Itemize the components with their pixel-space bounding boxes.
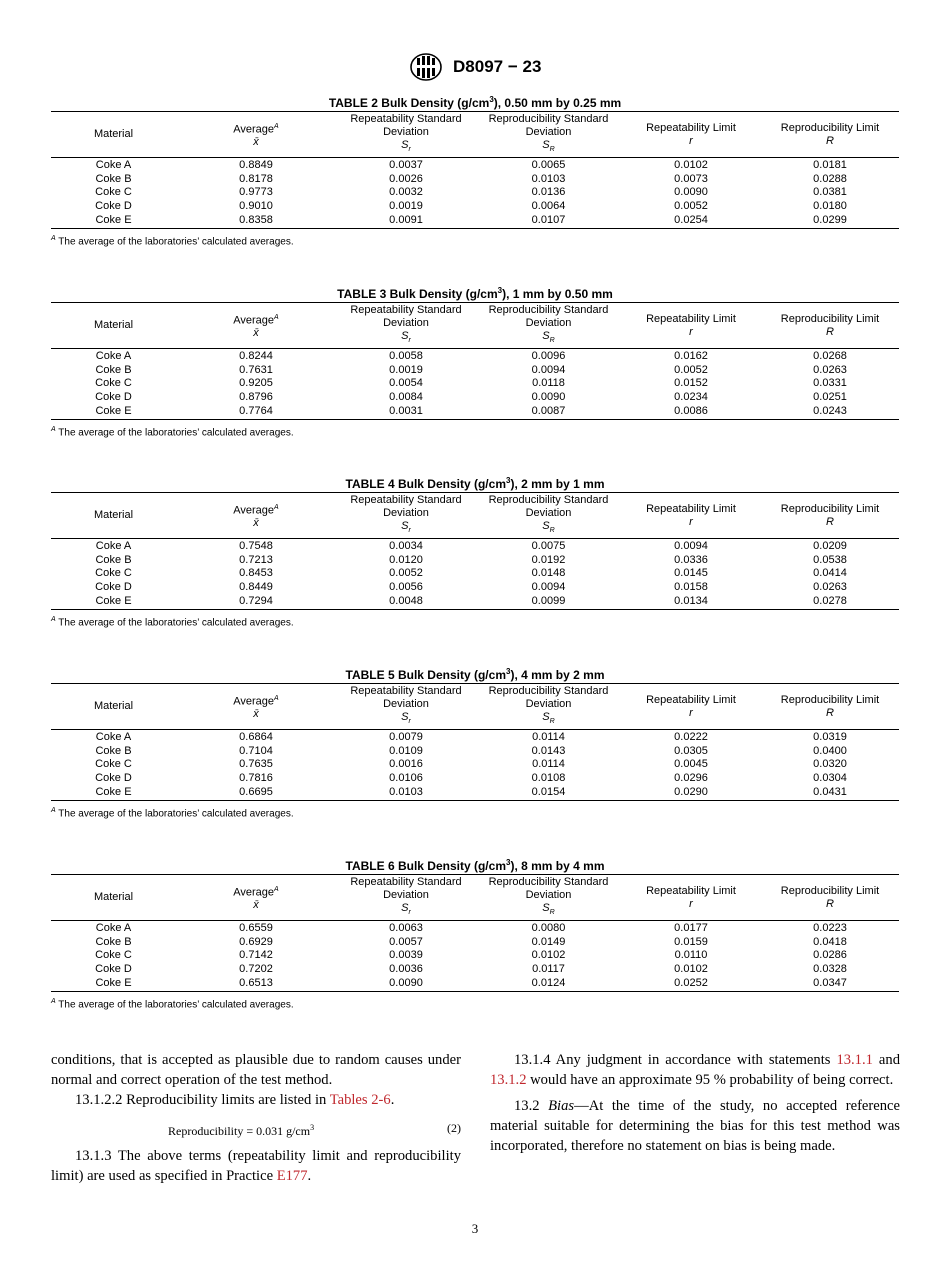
table-cell: Coke E bbox=[95, 214, 132, 227]
table-cell: 0.0154 bbox=[531, 786, 566, 799]
table-cell: 0.8244 bbox=[239, 349, 273, 362]
table-cell: 0.9205 bbox=[239, 377, 273, 390]
table-cell: Coke B bbox=[95, 935, 132, 948]
table-cell: 0.0045 bbox=[674, 758, 708, 771]
table-row bbox=[51, 949, 899, 963]
table-cell: Coke C bbox=[95, 377, 132, 390]
header-reproducibility-sd: Reproducibility Standard Deviation $S_R$ bbox=[488, 113, 609, 154]
table-cell: 0.0109 bbox=[389, 744, 423, 757]
paragraph-13-1-3: 13.1.3 The above terms (repeatability limit and reproducibility limit) are used as specified in Practice E177. bbox=[51, 1148, 461, 1184]
header-repeatability-limit: Repeatability Limit r bbox=[646, 502, 736, 528]
table-cell: Coke A bbox=[95, 730, 132, 743]
table-cell: 0.0148 bbox=[531, 567, 566, 580]
table-footnote: $^A$ The average of the laboratories’ calculated averages. bbox=[51, 234, 294, 247]
table-cell: 0.0114 bbox=[532, 730, 565, 743]
table-cell: Coke C bbox=[95, 949, 132, 962]
table-block bbox=[51, 856, 899, 1011]
table-cell: 0.0016 bbox=[389, 758, 423, 771]
table-cell: 0.0031 bbox=[389, 405, 423, 418]
table-row bbox=[51, 567, 899, 581]
header-average: Average$^A$ x̄ bbox=[233, 122, 279, 149]
header-reproducibility-sd: Reproducibility Standard Deviation $S_R$ bbox=[488, 304, 609, 345]
table-cell: Coke D bbox=[95, 772, 132, 785]
table-cell: 0.0056 bbox=[389, 581, 423, 594]
equation-expression: Reproducibility = 0.031 $g/cm^3$ bbox=[168, 1123, 315, 1138]
table-cell: Coke B bbox=[95, 744, 132, 757]
header-material: Material bbox=[93, 700, 134, 713]
table-row bbox=[51, 744, 899, 758]
paragraph-13-1-2-2: 13.1.2.2 Reproducibility limits are listed in Tables 2-6. bbox=[75, 1092, 395, 1108]
data-table bbox=[51, 683, 899, 801]
table-row bbox=[51, 581, 899, 595]
table-cell: 0.0086 bbox=[674, 405, 708, 418]
table-cell: 0.0034 bbox=[389, 539, 423, 552]
table-cell: 0.0094 bbox=[531, 363, 566, 376]
table-cell: 0.0400 bbox=[813, 744, 847, 757]
table-cell: 0.7294 bbox=[239, 595, 273, 608]
table-title: TABLE 3 Bulk Density $(g/cm^3)$, 1 mm by 0.50 mm bbox=[337, 286, 613, 301]
table-cell: 0.0286 bbox=[813, 949, 847, 962]
table-header-row bbox=[51, 684, 899, 730]
table-row bbox=[51, 391, 899, 405]
table-cell: 0.0094 bbox=[674, 539, 708, 552]
table-cell: 0.0320 bbox=[813, 758, 847, 771]
table-cell: 0.7104 bbox=[239, 744, 273, 757]
table-cell: 0.0162 bbox=[674, 349, 708, 362]
page-number: 3 bbox=[471, 1221, 479, 1236]
header-reproducibility-sd: Reproducibility Standard Deviation $S_R$ bbox=[488, 876, 609, 917]
table-cell: 0.0037 bbox=[389, 158, 423, 171]
table-cell: 0.0117 bbox=[532, 963, 565, 976]
table-row bbox=[51, 977, 899, 991]
header-average: Average$^A$ x̄ bbox=[233, 313, 279, 340]
table-cell: 0.0263 bbox=[813, 581, 847, 594]
table-cell: 0.6695 bbox=[239, 786, 273, 799]
table-cell: 0.0120 bbox=[389, 553, 423, 566]
table-cell: Coke A bbox=[95, 921, 132, 934]
table-cell: Coke E bbox=[95, 405, 132, 418]
table-cell: 0.0090 bbox=[531, 391, 566, 404]
table-cell: 0.0143 bbox=[531, 744, 566, 757]
table-cell: 0.0347 bbox=[813, 977, 847, 990]
table-footnote: $^A$ The average of the laboratories’ calculated averages. bbox=[51, 806, 294, 819]
table-cell: 0.0102 bbox=[531, 949, 566, 962]
table-cell: 0.0251 bbox=[813, 391, 847, 404]
table-cell: 0.0254 bbox=[674, 214, 708, 227]
table-header-row bbox=[51, 112, 899, 158]
header-repeatability-limit: Repeatability Limit r bbox=[646, 312, 736, 338]
data-table bbox=[51, 874, 899, 992]
table-cell: 0.0026 bbox=[389, 172, 423, 185]
table-cell: 0.0102 bbox=[674, 158, 708, 171]
header-material: Material bbox=[93, 891, 134, 904]
table-title: TABLE 5 Bulk Density $(g/cm^3)$, 4 mm by 2 mm bbox=[345, 667, 605, 682]
equation-2 bbox=[51, 1116, 461, 1140]
header-reproducibility-limit: Reproducibility Limit R bbox=[780, 884, 880, 910]
table-cell: 0.0090 bbox=[389, 977, 423, 990]
data-table bbox=[51, 111, 899, 229]
table-cell: 0.0103 bbox=[389, 786, 423, 799]
table-cell: 0.6559 bbox=[239, 921, 273, 934]
table-cell: Coke A bbox=[95, 158, 132, 171]
paragraph-conditions: conditions, that is accepted as plausible due to random causes under normal and correct operation of the test method. bbox=[51, 1052, 461, 1088]
table-cell: Coke D bbox=[95, 200, 132, 213]
standard-designation: D8097 − 23 bbox=[453, 57, 542, 76]
table-cell: 0.0065 bbox=[531, 158, 566, 171]
table-title: TABLE 2 Bulk Density $(g/cm^3)$, 0.50 mm by 0.25 mm bbox=[328, 95, 622, 110]
table-cell: 0.7213 bbox=[239, 553, 273, 566]
table-cell: 0.0063 bbox=[389, 921, 423, 934]
header-repeatability-sd: Repeatability Standard Deviation $S_r$ bbox=[350, 685, 462, 726]
link-13-1-1[interactable]: 13.1.1 bbox=[836, 1052, 873, 1068]
header-reproducibility-limit: Reproducibility Limit R bbox=[780, 312, 880, 338]
table-row bbox=[51, 935, 899, 949]
table-cell: 0.7548 bbox=[239, 539, 273, 552]
table-row bbox=[51, 772, 899, 786]
header-repeatability-sd: Repeatability Standard Deviation $S_r$ bbox=[350, 876, 462, 917]
table-row bbox=[51, 758, 899, 772]
header-repeatability-limit: Repeatability Limit r bbox=[646, 121, 736, 147]
table-cell: 0.0181 bbox=[813, 158, 847, 171]
table-cell: 0.0124 bbox=[531, 977, 566, 990]
header-repeatability-limit: Repeatability Limit r bbox=[646, 884, 736, 910]
table-cell: 0.9010 bbox=[239, 200, 273, 213]
table-block bbox=[51, 284, 899, 439]
table-cell: Coke D bbox=[95, 581, 132, 594]
header-repeatability-limit: Repeatability Limit r bbox=[646, 693, 736, 719]
table-cell: 0.6929 bbox=[239, 935, 273, 948]
table-cell: 0.0192 bbox=[531, 553, 566, 566]
table-cell: 0.0177 bbox=[674, 921, 708, 934]
table-cell: 0.0103 bbox=[531, 172, 566, 185]
right-text-column bbox=[490, 1050, 900, 1156]
table-row bbox=[51, 921, 899, 935]
table-cell: 0.0222 bbox=[674, 730, 708, 743]
table-header-row bbox=[51, 303, 899, 349]
table-cell: 0.0278 bbox=[813, 595, 847, 608]
table-row bbox=[51, 214, 899, 228]
table-cell: 0.0180 bbox=[813, 200, 847, 213]
table-cell: 0.0114 bbox=[532, 758, 565, 771]
table-cell: 0.0054 bbox=[389, 377, 423, 390]
table-cell: 0.9773 bbox=[239, 186, 273, 199]
table-row bbox=[51, 377, 899, 391]
table-cell: Coke D bbox=[95, 963, 132, 976]
table-cell: 0.0296 bbox=[674, 772, 708, 785]
table-cell: 0.7635 bbox=[239, 758, 273, 771]
table-cell: 0.0032 bbox=[389, 186, 423, 199]
table-cell: 0.0084 bbox=[389, 391, 423, 404]
header-repeatability-sd: Repeatability Standard Deviation $S_r$ bbox=[350, 494, 462, 535]
table-title: TABLE 6 Bulk Density $(g/cm^3)$, 8 mm by 4 mm bbox=[345, 858, 605, 873]
table-cell: 0.0158 bbox=[674, 581, 708, 594]
table-cell: Coke C bbox=[95, 567, 132, 580]
table-cell: 0.0136 bbox=[531, 186, 566, 199]
table-cell: Coke E bbox=[95, 977, 132, 990]
table-cell: 0.0073 bbox=[674, 172, 708, 185]
table-cell: 0.0414 bbox=[813, 567, 847, 580]
table-cell: 0.0305 bbox=[674, 744, 708, 757]
table-row bbox=[51, 595, 899, 609]
table-cell: 0.0118 bbox=[532, 377, 565, 390]
table-cell: 0.0052 bbox=[389, 567, 423, 580]
tables-link[interactable]: Tables 2-6 bbox=[329, 1092, 391, 1108]
table-block bbox=[51, 665, 899, 820]
paragraph-13-2-bias: 13.2 Bias—At the time of the study, no accepted reference material suitable for determining the bias for this test method was incorporated, therefore no statement on bias is being made. bbox=[490, 1098, 900, 1154]
table-cell: Coke C bbox=[95, 758, 132, 771]
table-cell: 0.0328 bbox=[813, 963, 847, 976]
table-row bbox=[51, 405, 899, 419]
header-average: Average$^A$ x̄ bbox=[233, 885, 279, 912]
table-cell: 0.0058 bbox=[389, 349, 423, 362]
table-cell: 0.0091 bbox=[389, 214, 423, 227]
table-footnote: $^A$ The average of the laboratories’ calculated averages. bbox=[51, 997, 294, 1010]
astm-logo-icon bbox=[409, 52, 443, 82]
table-cell: Coke E bbox=[95, 595, 132, 608]
table-cell: 0.0418 bbox=[813, 935, 847, 948]
table-cell: 0.0243 bbox=[813, 405, 847, 418]
table-cell: 0.0290 bbox=[674, 786, 708, 799]
header-reproducibility-limit: Reproducibility Limit R bbox=[780, 693, 880, 719]
table-cell: Coke B bbox=[95, 172, 132, 185]
table-footnote: $^A$ The average of the laboratories’ calculated averages. bbox=[51, 425, 294, 438]
header-material: Material bbox=[93, 509, 134, 522]
table-cell: 0.0331 bbox=[813, 377, 847, 390]
table-cell: Coke E bbox=[95, 786, 132, 799]
equation-number: (2) bbox=[447, 1121, 461, 1135]
table-cell: 0.8796 bbox=[239, 391, 273, 404]
table-cell: 0.0319 bbox=[813, 730, 847, 743]
table-cell: 0.0431 bbox=[813, 786, 847, 799]
table-row bbox=[51, 349, 899, 363]
table-cell: Coke A bbox=[95, 349, 132, 362]
table-cell: 0.6864 bbox=[239, 730, 273, 743]
table-cell: 0.0052 bbox=[674, 363, 708, 376]
header-repeatability-sd: Repeatability Standard Deviation $S_r$ bbox=[350, 113, 462, 154]
data-table bbox=[51, 492, 899, 610]
table-cell: 0.0268 bbox=[813, 349, 847, 362]
header-reproducibility-limit: Reproducibility Limit R bbox=[780, 121, 880, 147]
table-cell: 0.6513 bbox=[239, 977, 273, 990]
table-cell: 0.0094 bbox=[531, 581, 566, 594]
header-average: Average$^A$ x̄ bbox=[233, 694, 279, 721]
table-header-row bbox=[51, 875, 899, 921]
table-cell: 0.0234 bbox=[674, 391, 708, 404]
data-table bbox=[51, 302, 899, 420]
table-row bbox=[51, 786, 899, 800]
table-cell: 0.0252 bbox=[674, 977, 708, 990]
table-cell: 0.0019 bbox=[389, 363, 423, 376]
link-13-1-2[interactable]: 13.1.2 bbox=[490, 1072, 527, 1088]
table-header-row bbox=[51, 493, 899, 539]
table-cell: 0.0134 bbox=[674, 595, 708, 608]
table-cell: 0.0209 bbox=[813, 539, 847, 552]
table-cell: 0.0019 bbox=[389, 200, 423, 213]
header-material: Material bbox=[93, 319, 134, 332]
table-cell: 0.0107 bbox=[531, 214, 566, 227]
table-cell: 0.0064 bbox=[531, 200, 566, 213]
table-row bbox=[51, 200, 899, 214]
e177-link[interactable]: E177 bbox=[276, 1168, 308, 1184]
table-block bbox=[51, 474, 899, 629]
table-cell: 0.0288 bbox=[813, 172, 847, 185]
table-row bbox=[51, 172, 899, 186]
table-cell: Coke B bbox=[95, 553, 132, 566]
table-cell: 0.0057 bbox=[389, 935, 423, 948]
table-cell: 0.0336 bbox=[674, 553, 708, 566]
header-reproducibility-sd: Reproducibility Standard Deviation $S_R$ bbox=[488, 685, 609, 726]
left-text-column bbox=[51, 1050, 461, 1186]
header-reproducibility-limit: Reproducibility Limit R bbox=[780, 502, 880, 528]
table-cell: 0.0075 bbox=[531, 539, 566, 552]
table-cell: 0.0145 bbox=[674, 567, 708, 580]
table-cell: 0.0108 bbox=[531, 772, 566, 785]
table-title: TABLE 4 Bulk Density $(g/cm^3)$, 2 mm by 1 mm bbox=[345, 476, 605, 491]
table-cell: 0.0102 bbox=[674, 963, 708, 976]
table-cell: 0.0048 bbox=[389, 595, 423, 608]
table-cell: 0.0080 bbox=[531, 921, 566, 934]
header-repeatability-sd: Repeatability Standard Deviation $S_r$ bbox=[350, 304, 462, 345]
table-cell: 0.0099 bbox=[531, 595, 566, 608]
table-cell: Coke C bbox=[95, 186, 132, 199]
table-cell: Coke A bbox=[95, 539, 132, 552]
table-cell: 0.7142 bbox=[239, 949, 273, 962]
table-cell: 0.8178 bbox=[239, 172, 273, 185]
table-cell: 0.8358 bbox=[239, 214, 273, 227]
table-row bbox=[51, 539, 899, 553]
table-cell: Coke B bbox=[95, 363, 132, 376]
header-material: Material bbox=[93, 128, 134, 141]
table-cell: 0.0304 bbox=[813, 772, 847, 785]
table-cell: 0.0223 bbox=[813, 921, 847, 934]
table-cell: 0.8449 bbox=[239, 581, 273, 594]
table-cell: 0.0381 bbox=[813, 186, 847, 199]
table-cell: 0.0149 bbox=[531, 935, 566, 948]
table-block bbox=[51, 93, 899, 248]
table-cell: Coke D bbox=[95, 391, 132, 404]
table-cell: 0.0090 bbox=[674, 186, 708, 199]
table-cell: 0.0538 bbox=[813, 553, 847, 566]
table-cell: 0.0106 bbox=[389, 772, 423, 785]
table-cell: 0.8849 bbox=[239, 158, 273, 171]
table-cell: 0.0299 bbox=[813, 214, 847, 227]
table-cell: 0.0052 bbox=[674, 200, 708, 213]
table-footnote: $^A$ The average of the laboratories’ calculated averages. bbox=[51, 615, 294, 628]
table-cell: 0.0110 bbox=[674, 949, 708, 962]
table-row bbox=[51, 158, 899, 172]
paragraph-13-1-4: 13.1.4 Any judgment in accordance with statements 13.1.1 and 13.1.2 would have an approximate 95 % probability of being correct. bbox=[490, 1052, 900, 1088]
table-row bbox=[51, 363, 899, 377]
header-reproducibility-sd: Reproducibility Standard Deviation $S_R$ bbox=[488, 494, 609, 535]
page-header bbox=[0, 52, 950, 82]
table-row bbox=[51, 963, 899, 977]
table-cell: 0.0087 bbox=[531, 405, 566, 418]
table-row bbox=[51, 730, 899, 744]
table-cell: 0.7202 bbox=[239, 963, 273, 976]
table-cell: 0.0096 bbox=[531, 349, 566, 362]
table-row bbox=[51, 553, 899, 567]
header-average: Average$^A$ x̄ bbox=[233, 503, 279, 530]
table-cell: 0.7816 bbox=[239, 772, 273, 785]
table-cell: 0.7764 bbox=[239, 405, 273, 418]
table-cell: 0.0263 bbox=[813, 363, 847, 376]
table-cell: 0.7631 bbox=[239, 363, 273, 376]
table-row bbox=[51, 186, 899, 200]
table-cell: 0.0079 bbox=[389, 730, 423, 743]
table-cell: 0.0039 bbox=[389, 949, 423, 962]
table-cell: 0.8453 bbox=[239, 567, 273, 580]
table-cell: 0.0159 bbox=[674, 935, 708, 948]
table-cell: 0.0036 bbox=[389, 963, 423, 976]
table-cell: 0.0152 bbox=[674, 377, 708, 390]
